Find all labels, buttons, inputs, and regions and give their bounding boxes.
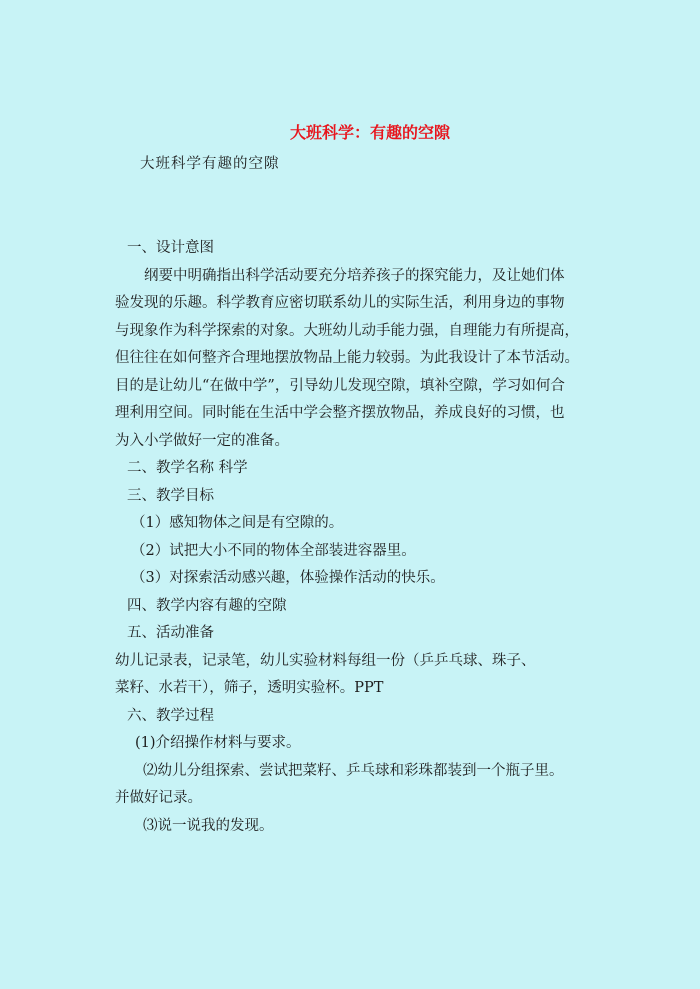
body-line: ⑶说一说我的发现。 bbox=[143, 817, 274, 834]
body-line: 并做好记录。 bbox=[115, 790, 202, 806]
body-line: （1）感知物体之间是有空隙的。 bbox=[131, 515, 344, 531]
body-line: 六、教学过程 bbox=[127, 707, 214, 724]
body-line: （3）对探索活动感兴趣，体验操作活动的快乐。 bbox=[131, 570, 445, 586]
body-line: 为入小学做好一定的准备。 bbox=[115, 432, 289, 449]
body-line: （2）试把大小不同的物体全部装进容器里。 bbox=[131, 542, 416, 559]
body-line: 验发现的乐趣。科学教育应密切联系幼儿的实际生活，利用身边的事物 bbox=[115, 295, 565, 311]
document-body bbox=[115, 235, 615, 840]
body-line: 与现象作为科学探索的对象。大班幼儿动手能力强，自理能力有所提高， bbox=[115, 322, 579, 339]
body-line: 一、设计意图 bbox=[127, 240, 214, 256]
body-line: 五、活动准备 bbox=[127, 625, 214, 641]
document-title: 大班科学：有趣的空隙 bbox=[289, 123, 450, 142]
body-line: 目的是让幼儿“在做中学”，引导幼儿发现空隙，填补空隙，学习如何合 bbox=[115, 377, 565, 394]
body-line: 纲要中明确指出科学活动要充分培养孩子的探究能力，及让她们体 bbox=[144, 267, 565, 284]
body-line: ⑵幼儿分组探索、尝试把菜籽、乒乓球和彩珠都装到一个瓶子里。 bbox=[143, 762, 564, 779]
body-line: 菜籽、水若干），筛子，透明实验杯。PPT bbox=[115, 680, 384, 696]
body-line: (1)介绍操作材料与要求。 bbox=[135, 735, 301, 751]
body-line: 理利用空间。同时能在生活中学会整齐摆放物品，养成良好的习惯，也 bbox=[115, 405, 565, 421]
body-line: 幼儿记录表，记录笔，幼儿实验材料每组一份（乒乒乓球、珠子、 bbox=[115, 652, 536, 669]
body-line: 四、教学内容有趣的空隙 bbox=[127, 597, 287, 614]
body-line: 但往往在如何整齐合理地摆放物品上能力较弱。为此我设计了本节活动。 bbox=[115, 350, 579, 366]
body-line: 三、教学目标 bbox=[127, 487, 214, 504]
body-line: 二、教学名称 科学 bbox=[127, 460, 248, 476]
document-subtitle: 大班科学有趣的空隙 bbox=[140, 156, 280, 172]
